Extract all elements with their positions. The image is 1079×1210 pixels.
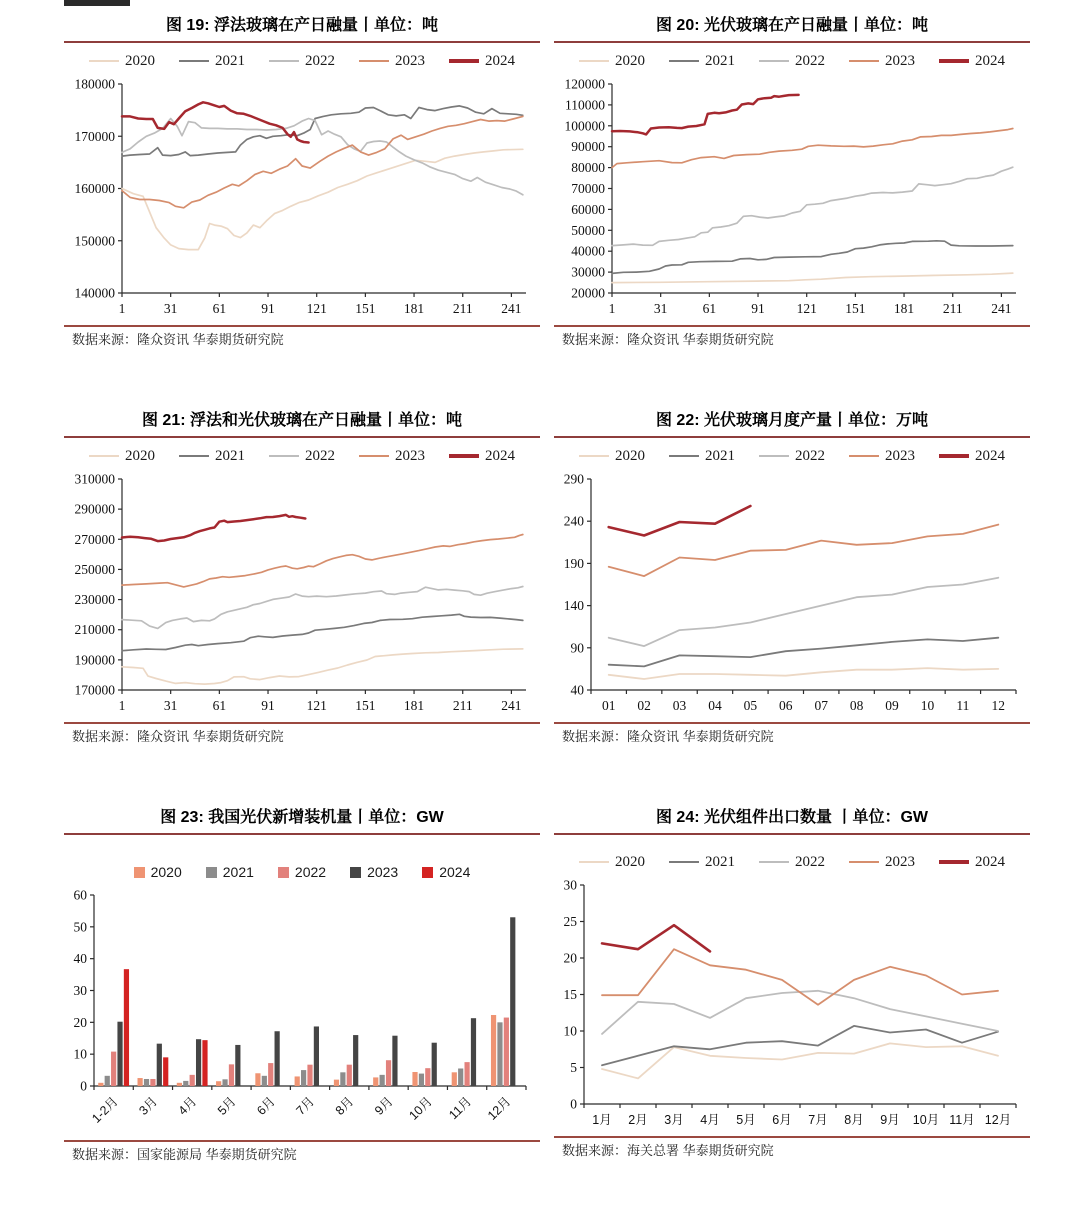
legend-label-2023: 2023 [395,52,425,69]
svg-text:01: 01 [601,698,616,713]
legend-swatch-2021 [179,60,209,63]
svg-text:7月: 7月 [293,1094,318,1118]
figure-20-chart [554,75,1030,323]
legend-swatch-2023 [849,60,879,63]
svg-text:50: 50 [73,919,87,935]
figure-24-source: 数据来源：海关总署 华泰期货研究院 [562,1143,774,1158]
legend-item-2023 [359,448,425,465]
legend-label-2024: 2024 [439,864,471,880]
svg-text:170000: 170000 [74,682,115,698]
legend-swatch-2022 [759,861,789,864]
svg-text:02: 02 [637,698,651,713]
svg-text:2月: 2月 [628,1113,648,1127]
svg-text:241: 241 [991,301,1012,316]
svg-text:90000: 90000 [571,139,605,155]
svg-text:10: 10 [73,1046,87,1062]
figure-22 [554,395,1030,746]
svg-text:60000: 60000 [571,201,605,217]
legend-label-2020: 2020 [615,52,645,69]
svg-text:60: 60 [73,887,87,903]
svg-text:9月: 9月 [372,1094,396,1118]
legend-label-2022: 2022 [795,52,825,69]
svg-text:0: 0 [570,1096,577,1112]
legend-item-2022 [269,53,335,70]
svg-text:211: 211 [452,301,473,316]
legend-swatch-2024 [939,860,969,864]
legend-item-2022 [759,448,825,465]
legend-swatch-2021 [206,867,217,878]
legend-swatch-2020 [579,60,609,63]
chart-area [64,75,540,323]
svg-text:190: 190 [563,555,584,571]
legend-swatch-2020 [89,60,119,63]
figure-22-source: 数据来源：隆众资讯 华泰期货研究院 [562,729,774,744]
figure-24-title: 图 24: 光伏组件出口数量 丨单位：GW [655,809,928,826]
legend-item-2024 [939,854,1005,871]
chart-area [64,886,540,1138]
legend-item-2021 [669,448,735,465]
svg-text:241: 241 [501,698,522,713]
chart-area [554,75,1030,323]
svg-text:140: 140 [563,598,584,614]
legend-item-2022 [759,53,825,70]
legend-item-2020 [579,448,645,465]
legend-swatch-2022 [278,867,289,878]
svg-text:121: 121 [306,698,327,713]
title-underline [554,436,1030,438]
svg-text:10: 10 [563,1023,577,1039]
source-divider [554,1136,1030,1138]
svg-text:04: 04 [708,698,722,713]
title-underline [554,833,1030,835]
source-divider [554,325,1030,327]
svg-text:240: 240 [563,513,584,529]
legend-item-2022 [269,448,335,465]
legend-swatch-2021 [669,861,699,864]
svg-text:211: 211 [452,698,473,713]
svg-text:120000: 120000 [564,76,605,92]
legend-item-2022 [759,854,825,871]
legend-item-2024 [939,448,1005,465]
legend-label-2024: 2024 [975,52,1005,69]
svg-text:1-2月: 1-2月 [89,1094,121,1126]
figure-23-title: 图 23: 我国光伏新增装机量丨单位：GW [160,809,444,826]
legend-label-2023: 2023 [885,447,915,464]
svg-text:31: 31 [163,301,178,316]
source-divider [64,1140,540,1142]
svg-text:181: 181 [403,698,425,713]
svg-text:10月: 10月 [406,1094,435,1123]
figure-20-legend [554,50,1030,72]
legend-label-2020: 2020 [615,853,645,870]
legend-label-2021: 2021 [215,52,245,69]
svg-text:12月: 12月 [984,1113,1012,1127]
svg-text:06: 06 [779,698,793,713]
legend-label-2024: 2024 [485,52,515,69]
legend-swatch-2021 [669,455,699,458]
svg-text:121: 121 [796,301,817,316]
svg-text:20: 20 [73,1014,87,1030]
figure-grid [64,0,1030,1210]
svg-text:8月: 8月 [332,1094,357,1118]
legend-label-2021: 2021 [215,447,245,464]
svg-text:6月: 6月 [772,1113,792,1127]
svg-text:40000: 40000 [571,243,605,259]
legend-item-2023 [849,53,915,70]
svg-text:140000: 140000 [74,285,115,301]
source-divider [554,722,1030,724]
svg-text:15: 15 [563,987,577,1002]
figure-19-title: 图 19: 浮法玻璃在产日融量丨单位：吨 [165,17,439,34]
legend-label-2021: 2021 [705,853,735,870]
svg-text:5: 5 [570,1060,577,1075]
svg-text:8月: 8月 [844,1113,864,1127]
svg-text:151: 151 [355,698,376,713]
legend-swatch-2020 [89,455,119,458]
chart-area [64,470,540,720]
chart-area [554,470,1030,720]
legend-label-2024: 2024 [485,447,515,464]
legend-label-2020: 2020 [150,864,182,880]
legend-swatch-2023 [359,455,389,458]
svg-text:1月: 1月 [592,1113,612,1127]
svg-text:09: 09 [885,698,899,713]
legend-item-2020 [89,448,155,465]
legend-label-2023: 2023 [367,864,399,880]
svg-text:91: 91 [261,698,275,713]
legend-label-2022: 2022 [294,864,327,880]
svg-text:91: 91 [751,301,765,316]
legend-item-2021 [179,53,245,70]
svg-text:1: 1 [118,301,126,316]
chart-area [554,876,1030,1134]
title-underline [554,41,1030,43]
svg-text:05: 05 [743,698,758,713]
legend-swatch-2024 [449,59,479,63]
svg-text:30: 30 [563,877,577,893]
legend-label-2022: 2022 [795,447,825,464]
legend-item-2020 [579,53,645,70]
svg-text:11月: 11月 [446,1094,475,1123]
svg-text:31: 31 [163,698,178,713]
svg-text:31: 31 [653,301,668,316]
svg-text:190000: 190000 [74,652,115,668]
figure-21-legend [64,445,540,467]
svg-text:9月: 9月 [880,1113,900,1127]
figure-19-source: 数据来源：隆众资讯 华泰期货研究院 [72,332,284,347]
legend-label-2020: 2020 [615,447,645,464]
legend-label-2021: 2021 [705,447,735,464]
figure-22-title: 图 22: 光伏玻璃月度产量丨单位：万吨 [655,412,929,429]
svg-text:61: 61 [702,301,717,316]
svg-text:290000: 290000 [74,501,115,517]
legend-item-2020 [89,53,155,70]
svg-text:4月: 4月 [175,1094,200,1118]
svg-text:100000: 100000 [564,118,605,134]
legend-swatch-2024 [939,454,969,458]
svg-text:170000: 170000 [74,128,115,144]
legend-swatch-2020 [579,455,609,458]
figure-23-source: 数据来源：国家能源局 华泰期货研究院 [72,1147,297,1162]
figure-21-source: 数据来源：隆众资讯 华泰期货研究院 [72,729,284,744]
svg-text:211: 211 [942,301,963,316]
svg-text:290: 290 [563,471,584,487]
svg-text:250000: 250000 [74,561,115,577]
svg-text:20000: 20000 [571,285,605,301]
legend-item-2021 [179,448,245,465]
svg-text:90: 90 [570,640,584,656]
svg-text:11月: 11月 [949,1113,975,1127]
svg-text:110000: 110000 [565,97,605,113]
svg-text:80000: 80000 [571,160,605,176]
svg-text:30: 30 [73,983,87,998]
legend-item-2023 [359,53,425,70]
figure-23-legend [64,861,540,883]
legend-item-2023 [849,448,915,465]
legend-swatch-2023 [359,60,389,63]
legend-label-2023: 2023 [885,853,915,870]
figure-21-title: 图 21: 浮法和光伏玻璃在产日融量丨单位：吨 [141,412,463,429]
legend-item-2024 [449,53,515,70]
figure-19-legend [64,50,540,72]
figure-24-chart [554,876,1030,1134]
legend-label-2024: 2024 [975,447,1005,464]
legend-swatch-2023 [350,867,361,878]
figure-20-source: 数据来源：隆众资讯 华泰期货研究院 [562,332,774,347]
legend-swatch-2024 [449,454,479,458]
legend-item-2023 [849,854,915,871]
legend-item-2024 [449,448,515,465]
legend-swatch-2021 [669,60,699,63]
legend-swatch-2024 [422,867,433,878]
svg-text:0: 0 [80,1078,87,1094]
svg-text:40: 40 [570,682,584,698]
legend-swatch-2022 [759,455,789,458]
svg-text:11: 11 [956,698,970,713]
svg-text:08: 08 [849,698,864,713]
legend-label-2020: 2020 [125,447,155,464]
legend-item-2024 [422,864,470,880]
figure-23 [64,792,540,1164]
figure-22-chart [554,470,1030,720]
svg-text:20: 20 [563,950,577,966]
legend-item-2021 [669,53,735,70]
figure-19 [64,0,540,349]
svg-text:1: 1 [118,698,126,713]
svg-text:3月: 3月 [136,1094,161,1118]
svg-text:310000: 310000 [74,471,115,487]
svg-text:181: 181 [403,301,425,316]
svg-text:7月: 7月 [808,1113,828,1127]
svg-text:160000: 160000 [74,181,115,196]
figure-19-chart [64,75,540,323]
title-underline [64,41,540,43]
svg-text:270000: 270000 [74,531,115,547]
svg-text:61: 61 [212,301,227,316]
svg-text:03: 03 [672,698,687,713]
svg-text:12月: 12月 [484,1094,514,1123]
legend-label-2021: 2021 [222,864,254,880]
legend-swatch-2024 [939,59,969,63]
figure-24 [554,792,1030,1164]
legend-item-2022 [278,864,326,880]
legend-swatch-2022 [269,60,299,63]
svg-text:1: 1 [608,301,616,316]
legend-swatch-2022 [759,60,789,63]
legend-item-2020 [134,864,182,880]
svg-text:151: 151 [355,301,376,316]
legend-label-2024: 2024 [975,853,1005,870]
legend-item-2021 [669,854,735,871]
figure-20 [554,0,1030,349]
legend-item-2020 [579,854,645,871]
legend-item-2021 [206,864,254,880]
title-underline [64,436,540,438]
title-underline [64,833,540,835]
svg-text:210000: 210000 [74,622,115,638]
legend-swatch-2020 [579,861,609,864]
svg-text:10: 10 [920,698,935,713]
svg-text:5月: 5月 [214,1094,239,1118]
legend-label-2023: 2023 [395,447,425,464]
legend-label-2021: 2021 [705,52,735,69]
figure-24-legend [554,851,1030,873]
legend-swatch-2021 [179,455,209,458]
legend-item-2024 [939,53,1005,70]
svg-text:4月: 4月 [700,1113,720,1127]
svg-text:121: 121 [306,301,327,316]
legend-item-2023 [350,864,398,880]
legend-label-2023: 2023 [885,52,915,69]
svg-text:180000: 180000 [74,76,115,92]
svg-text:6月: 6月 [254,1094,278,1118]
source-divider [64,722,540,724]
figure-23-chart [64,886,540,1138]
figure-21 [64,395,540,746]
svg-text:181: 181 [893,301,915,316]
svg-text:61: 61 [212,698,227,713]
figure-21-chart [64,470,540,720]
svg-text:07: 07 [814,698,828,713]
svg-text:50000: 50000 [571,222,605,238]
svg-text:12: 12 [991,698,1006,713]
svg-text:150000: 150000 [74,233,115,249]
legend-label-2020: 2020 [125,52,155,69]
legend-swatch-2023 [849,455,879,458]
svg-text:91: 91 [261,301,275,316]
svg-text:230000: 230000 [74,592,115,608]
legend-label-2022: 2022 [305,447,335,464]
figure-22-legend [554,445,1030,467]
legend-label-2022: 2022 [305,52,335,69]
svg-text:151: 151 [845,301,866,316]
svg-text:5月: 5月 [736,1113,756,1127]
legend-swatch-2022 [269,455,299,458]
figure-20-title: 图 20: 光伏玻璃在产日融量丨单位：吨 [655,17,929,34]
svg-text:3月: 3月 [664,1113,684,1127]
svg-text:30000: 30000 [571,264,605,280]
legend-swatch-2023 [849,861,879,864]
svg-text:40: 40 [73,951,87,967]
legend-swatch-2020 [134,867,145,878]
svg-text:70000: 70000 [571,181,605,196]
svg-text:25: 25 [563,914,577,929]
svg-text:241: 241 [501,301,522,316]
source-divider [64,325,540,327]
legend-label-2022: 2022 [795,853,825,870]
svg-text:10月: 10月 [912,1113,940,1127]
